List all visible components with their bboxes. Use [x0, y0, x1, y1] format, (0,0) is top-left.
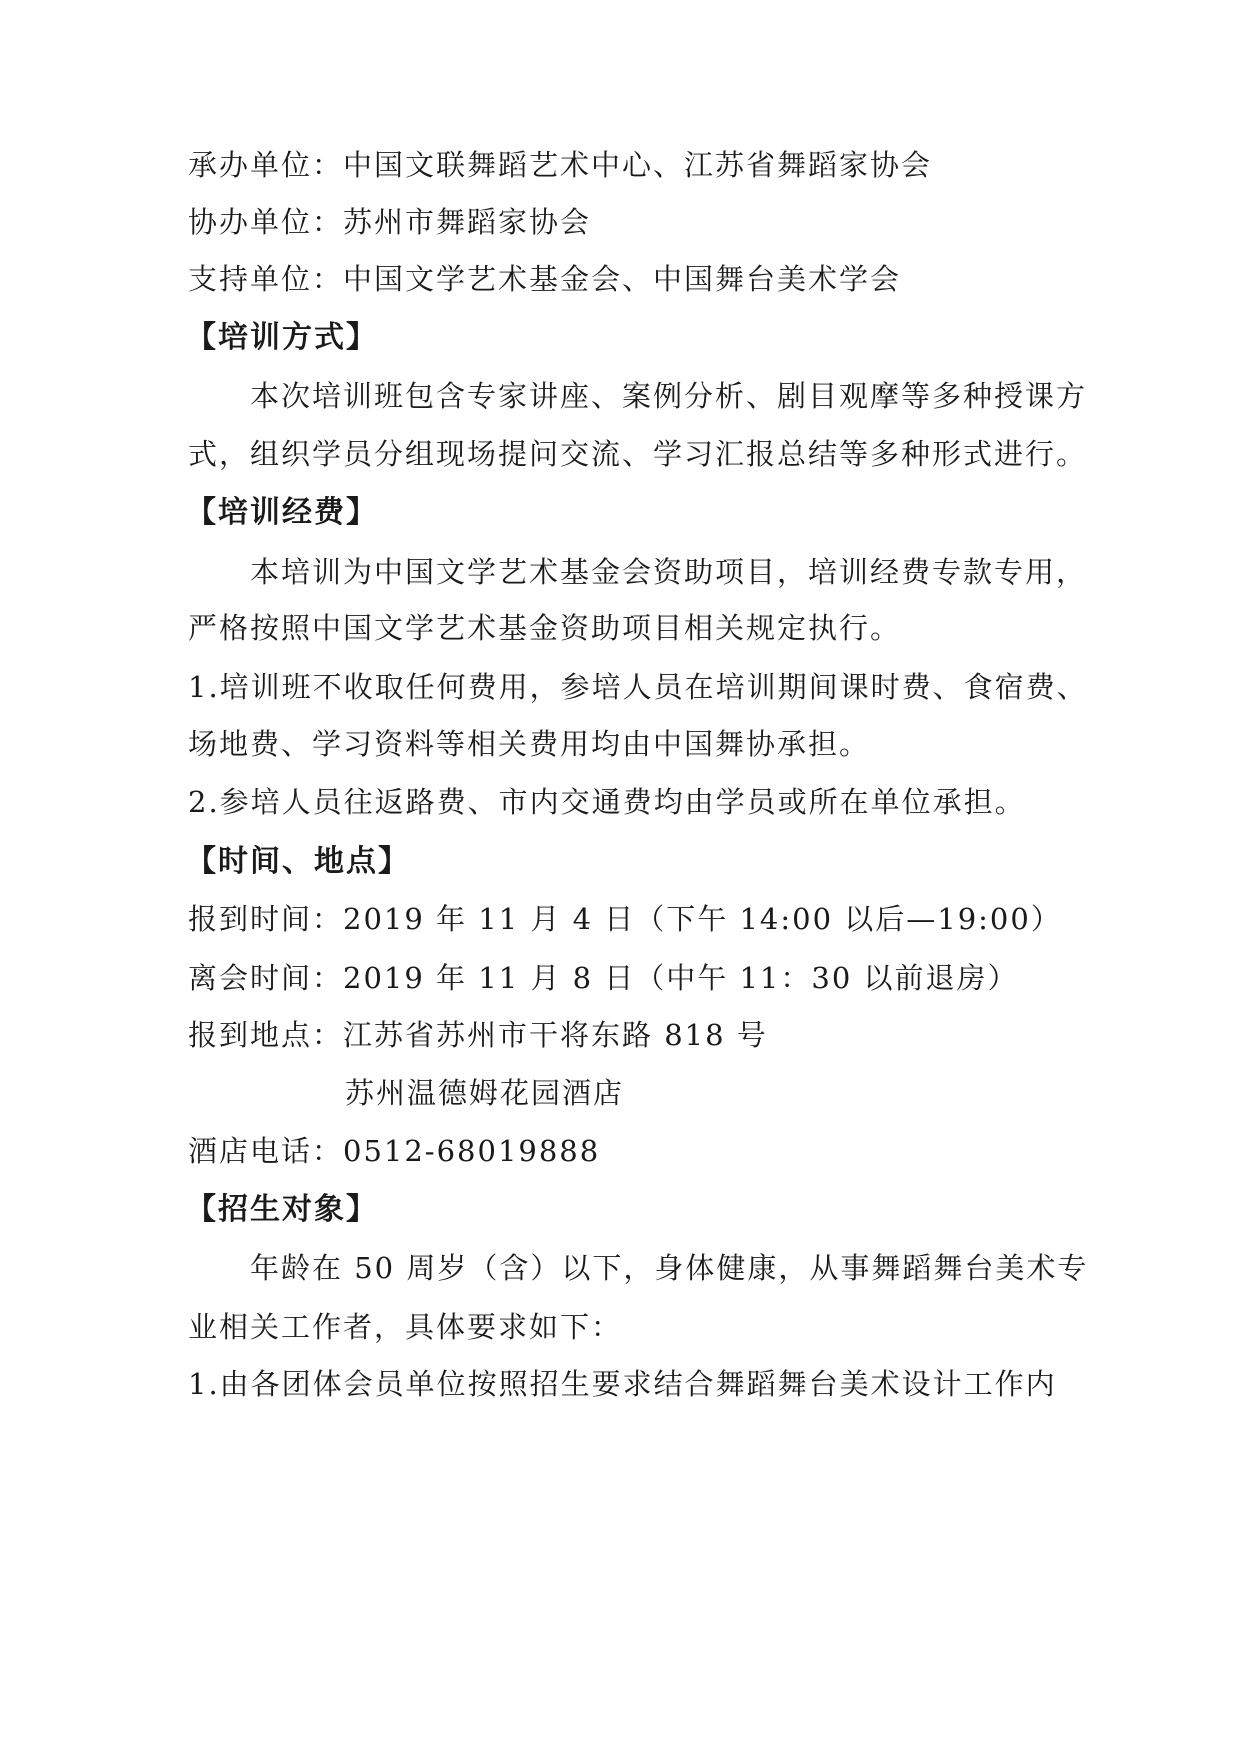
- training-fee-paragraph-line-2: 严格按照中国文学艺术基金资助项目相关规定执行。: [188, 611, 902, 645]
- checkin-time-line: 报到时间：2019 年 11 月 4 日（下午 14:00 以后—19:00）: [188, 902, 1062, 936]
- training-fee-item-1-line-1: 1.培训班不收取任何费用，参培人员在培训期间课时费、食宿费、: [188, 670, 1088, 704]
- hotel-phone-line: 酒店电话：0512-68019888: [188, 1134, 601, 1168]
- enrollment-heading: 【招生对象】: [186, 1192, 378, 1227]
- co-organizer-line: 协办单位：苏州市舞蹈家协会: [188, 205, 592, 239]
- checkin-address-line-2: 苏州温德姆花园酒店: [345, 1076, 625, 1110]
- training-method-paragraph-line-2: 式，组织学员分组现场提问交流、学习汇报总结等多种形式进行。: [188, 437, 1088, 471]
- checkin-address-line-1: 报到地点：江苏省苏州市干将东路 818 号: [188, 1018, 768, 1052]
- support-organizer-line: 支持单位：中国文学艺术基金会、中国舞台美术学会: [188, 262, 902, 296]
- training-fee-item-1-line-2: 场地费、学习资料等相关费用均由中国舞协承担。: [188, 727, 871, 761]
- training-method-heading: 【培训方式】: [186, 320, 378, 355]
- training-fee-paragraph-line-1: 本培训为中国文学艺术基金会资助项目，培训经费专款专用，: [250, 555, 1088, 589]
- time-place-heading: 【时间、地点】: [186, 844, 410, 879]
- leave-time-line: 离会时间：2019 年 11 月 8 日（中午 11：30 以前退房）: [188, 961, 1019, 995]
- training-method-paragraph-line-1: 本次培训班包含专家讲座、案例分析、剧目观摩等多种授课方: [250, 379, 1088, 413]
- host-organizer-line: 承办单位：中国文联舞蹈艺术中心、江苏省舞蹈家协会: [188, 148, 933, 182]
- enrollment-paragraph-line-1: 年龄在 50 周岁（含）以下，身体健康，从事舞蹈舞台美术专: [250, 1251, 1089, 1285]
- training-fee-item-2: 2.参培人员往返路费、市内交通费均由学员或所在单位承担。: [188, 785, 1026, 819]
- enrollment-paragraph-line-2: 业相关工作者，具体要求如下：: [188, 1310, 623, 1344]
- training-fee-heading: 【培训经费】: [186, 495, 378, 530]
- enrollment-item-1: 1.由各团体会员单位按照招生要求结合舞蹈舞台美术设计工作内: [188, 1367, 1057, 1401]
